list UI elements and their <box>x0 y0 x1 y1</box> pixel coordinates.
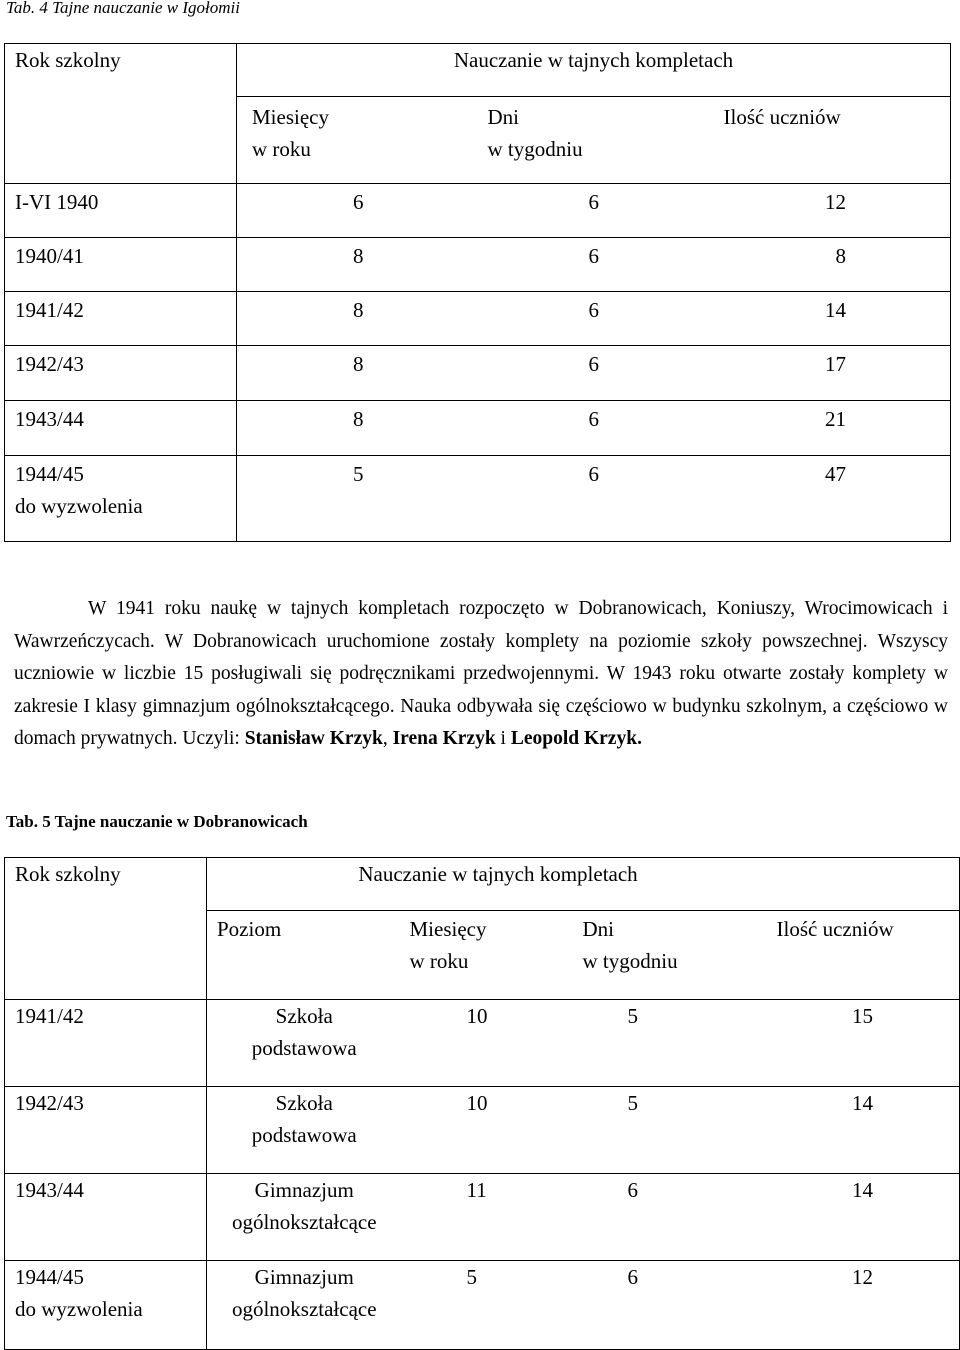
cell-miesiecy: 8 <box>237 401 474 456</box>
cell-dni: 6 <box>474 184 710 238</box>
cell-dni: 6 <box>474 401 710 456</box>
table-row <box>5 346 951 401</box>
cell-dni: 5 <box>572 1000 766 1087</box>
paragraph-sep2: i <box>495 728 511 749</box>
t5-header-group: Nauczanie w tajnych kompletach <box>207 858 960 911</box>
table-row <box>5 1174 960 1261</box>
t4-header-rok: Rok szkolny <box>5 44 237 97</box>
cell-miesiecy: 5 <box>402 1261 572 1350</box>
cell-miesiecy: 6 <box>237 184 474 238</box>
cell-rok: 1941/42 <box>5 292 237 346</box>
cell-rok: 1944/45 do wyzwolenia <box>5 1261 207 1350</box>
t4-header-dni: Dni w tygodniu <box>474 97 710 184</box>
paragraph-end: . <box>637 728 642 749</box>
t5-header-rok: Rok szkolny <box>5 858 207 911</box>
table-row <box>5 184 951 238</box>
cell-rok: 1944/45 do wyzwolenia <box>5 456 237 542</box>
t4-header-group: Nauczanie w tajnych kompletach <box>237 44 951 97</box>
cell-rok: 1942/43 <box>5 1087 207 1174</box>
table-row <box>5 292 951 346</box>
cell-miesiecy: 10 <box>402 1087 572 1174</box>
cell-uczniow: 47 <box>710 456 951 542</box>
table-row <box>5 1087 960 1174</box>
paragraph-sep1: , <box>382 728 393 749</box>
cell-miesiecy: 5 <box>237 456 474 542</box>
cell-uczniow: 8 <box>710 238 951 292</box>
t5-header-miesiecy: Miesięcy w roku <box>402 911 572 1000</box>
cell-uczniow: 12 <box>766 1261 960 1350</box>
cell-miesiecy: 11 <box>402 1174 572 1261</box>
t5-header-empty <box>5 911 207 1000</box>
t4-header-ilosc: Ilość uczniów <box>710 97 951 184</box>
table4-caption: Tab. 4 Tajne nauczanie w Igołomii <box>6 0 240 17</box>
cell-miesiecy: 8 <box>237 292 474 346</box>
t5-header-ilosc: Ilość uczniów <box>766 911 960 1000</box>
cell-poziom: Gimnazjum ogólnokształcące <box>207 1174 402 1261</box>
cell-dni: 6 <box>572 1261 766 1350</box>
cell-miesiecy: 8 <box>237 238 474 292</box>
table5 <box>4 857 960 1350</box>
cell-rok: 1942/43 <box>5 346 237 401</box>
cell-rok: 1943/44 <box>5 401 237 456</box>
cell-uczniow: 15 <box>766 1000 960 1087</box>
cell-dni: 6 <box>474 456 710 542</box>
cell-uczniow: 12 <box>710 184 951 238</box>
cell-poziom: Gimnazjum ogólnokształcące <box>207 1261 402 1350</box>
cell-uczniow: 17 <box>710 346 951 401</box>
cell-uczniow: 21 <box>710 401 951 456</box>
cell-rok: 1940/41 <box>5 238 237 292</box>
table5-caption: Tab. 5 Tajne nauczanie w Dobranowicach <box>6 812 308 831</box>
table-row <box>5 238 951 292</box>
cell-poziom: Szkoła podstawowa <box>207 1000 402 1087</box>
table-row <box>5 1261 960 1350</box>
t4-header-empty <box>5 97 237 184</box>
cell-uczniow: 14 <box>766 1087 960 1174</box>
cell-miesiecy: 8 <box>237 346 474 401</box>
t5-header-dni: Dni w tygodniu <box>572 911 766 1000</box>
teacher-name-3: Leopold Krzyk <box>510 728 638 749</box>
body-paragraph <box>14 593 948 756</box>
table-row <box>5 456 951 542</box>
cell-rok: I-VI 1940 <box>5 184 237 238</box>
cell-dni: 6 <box>474 292 710 346</box>
t5-header-poziom: Poziom <box>207 911 402 1000</box>
cell-dni: 5 <box>572 1087 766 1174</box>
cell-dni: 6 <box>572 1174 766 1261</box>
cell-rok: 1943/44 <box>5 1174 207 1261</box>
cell-uczniow: 14 <box>766 1174 960 1261</box>
table-row <box>5 1000 960 1087</box>
cell-rok: 1941/42 <box>5 1000 207 1087</box>
cell-miesiecy: 10 <box>402 1000 572 1087</box>
teacher-name-2: Irena Krzyk <box>392 728 496 749</box>
cell-poziom: Szkoła podstawowa <box>207 1087 402 1174</box>
cell-dni: 6 <box>474 238 710 292</box>
teacher-name-1: Stanisław Krzyk <box>244 728 383 749</box>
cell-uczniow: 14 <box>710 292 951 346</box>
paragraph-text: W 1941 roku naukę w tajnych kompletach rozpoczęto w Dobranowicach, Koniuszy, Wrocimowicach i Wawrzeńczycach. W Dobranowicach uruchomione zostały komplety na poziomie szkoły powszechnej. Wszyscy uczniowie w liczbie 15 posługiwali się podręcznikami przedwojennymi. W 1943 roku otwarte zostały komplety w zakresie I klasy gimnazjum ogólnokształcącego. Nauka odbywała się częściowo w budynku szkolnym, a częściowo w domach prywatnych. Uczyli: <box>14 598 948 749</box>
t4-header-miesiecy: Miesięcy w roku <box>237 97 474 184</box>
table4 <box>4 43 951 542</box>
cell-dni: 6 <box>474 346 710 401</box>
table-row <box>5 401 951 456</box>
